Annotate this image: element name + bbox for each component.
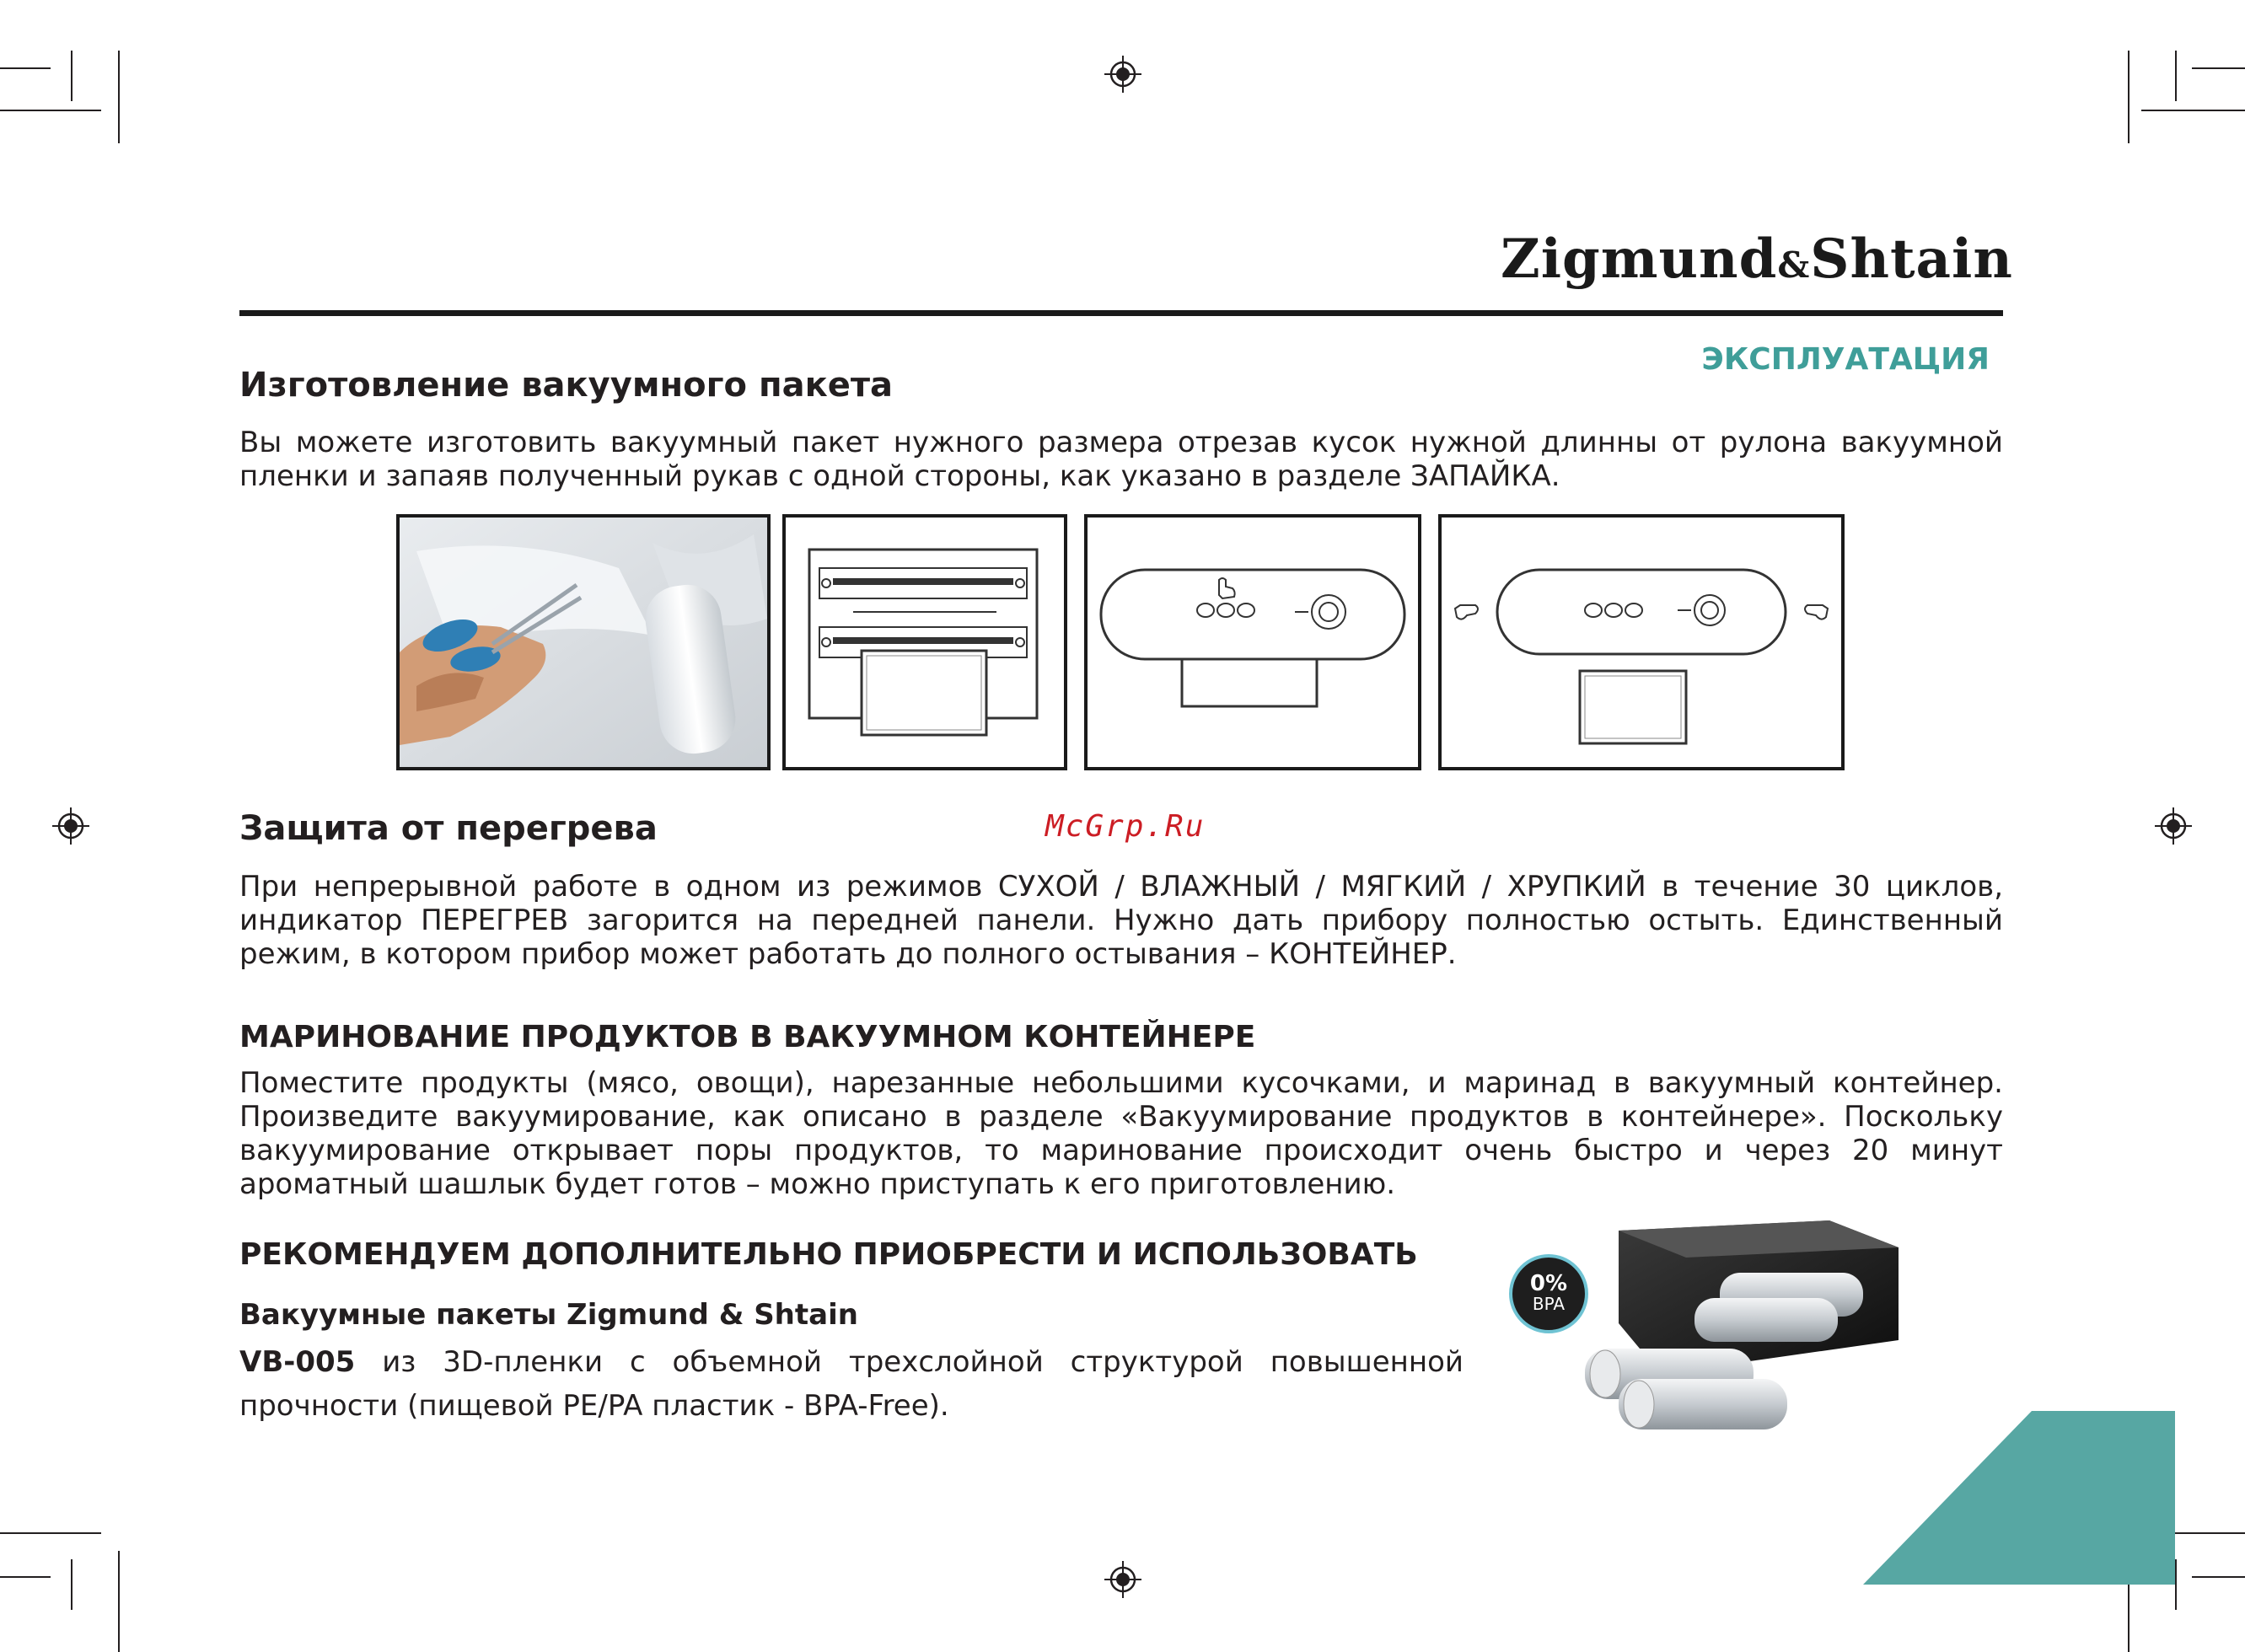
bpa-badge-percent: 0%: [1529, 1271, 1568, 1296]
marinating-title: МАРИНОВАНИЕ ПРОДУКТОВ В ВАКУУМНОМ КОНТЕЙНЕРЕ: [239, 1020, 1256, 1054]
registration-mark-icon: [1104, 56, 1141, 93]
crop-mark: [0, 1576, 51, 1578]
crop-mark: [2141, 110, 2245, 111]
corner-accent: [1863, 1411, 2175, 1585]
header-rule: [239, 310, 2003, 316]
registration-mark-icon: [52, 807, 89, 845]
product-description: [239, 1340, 1464, 1428]
control-panel-illustration: [1088, 518, 1418, 767]
recommend-title: РЕКОМЕНДУЕМ ДОПОЛНИТЕЛЬНО ПРИОБРЕСТИ И ИСПОЛЬЗОВАТЬ: [239, 1237, 1418, 1272]
diagram-sealer-open: [782, 514, 1067, 770]
left-hand-icon: [1455, 605, 1478, 620]
photo-cutting-film: [396, 514, 771, 770]
crop-mark: [0, 110, 101, 111]
brand-right: Shtain: [1810, 228, 2013, 291]
crop-mark: [2192, 67, 2245, 69]
crop-mark: [2192, 1576, 2245, 1578]
cutting-film-illustration: [400, 518, 767, 767]
sealer-open-illustration: [786, 518, 1064, 767]
crop-mark: [118, 1551, 120, 1652]
marinating-text: Поместите продукты (мясо, овощи), нарезанные небольшими кусочками, и маринад в вакуумный контейнер. Произведите вакуумирование, как описано в разделе «Вакуумирование продуктов в контейнере». Поскольку вакуумирование открывает поры продуктов, то маринование происходит очень быстро и через 20 минут ароматный шашлык будет готов – можно приступать к его приготовлению.: [239, 1066, 2003, 1201]
product-title: Вакуумные пакеты Zigmund & Shtain: [239, 1298, 858, 1332]
diagram-control-panel-press: [1084, 514, 1421, 770]
crop-mark: [2175, 51, 2177, 101]
crop-mark: [118, 51, 120, 143]
bpa-badge-label: BPA: [1532, 1294, 1566, 1314]
watermark-text: McGrp.Ru: [1045, 809, 1206, 844]
crop-mark: [0, 1532, 101, 1534]
registration-mark-icon: [1104, 1561, 1141, 1598]
brand-left: Zigmund: [1501, 228, 1778, 291]
right-hand-icon: [1805, 605, 1828, 620]
diagram-control-panel-close: [1438, 514, 1845, 770]
overheat-title: Защита от перегрева: [239, 809, 658, 848]
vacuum-bag-title: Изготовление вакуумного пакета: [239, 366, 894, 405]
vacuum-bag-text: Вы можете изготовить вакуумный пакет нужного размера отрезав кусок нужной длинны от рулона вакуумной пленки и запаяв полученный рукав с одной стороны, как указано в разделе ЗАПАЙКА.: [239, 426, 2003, 493]
registration-mark-icon: [2155, 807, 2192, 845]
crop-mark: [0, 67, 51, 69]
crop-mark: [2175, 1559, 2177, 1610]
section-tag: ЭКСПЛУАТАЦИЯ: [1701, 342, 1990, 377]
crop-mark: [2128, 51, 2130, 143]
product-model: VB-005: [239, 1345, 356, 1379]
product-text-line2: прочности (пищевой PE/PA пластик - BPA-Free).: [239, 1389, 949, 1423]
overheat-text: При непрерывной работе в одном из режимов СУХОЙ / ВЛАЖНЫЙ / МЯГКИЙ / ХРУПКИЙ в течение 30 циклов, индикатор ПЕРЕГРЕВ загорится на передней панели. Нужно дать прибору полностью остыть. Единственный режим, в котором прибор может работать до полного остывания – КОНТЕЙНЕР.: [239, 870, 2003, 971]
crop-mark: [71, 51, 73, 101]
product-text-line1: из 3D-пленки с объемной трехслойной структурой повышенной: [382, 1345, 1464, 1379]
brand-amp: &: [1777, 244, 1811, 286]
crop-mark: [71, 1559, 73, 1610]
brand-logo: [1501, 228, 2013, 291]
product-photo-vacuum-rolls: [1568, 1214, 1905, 1441]
control-panel-close-illustration: [1442, 518, 1841, 767]
